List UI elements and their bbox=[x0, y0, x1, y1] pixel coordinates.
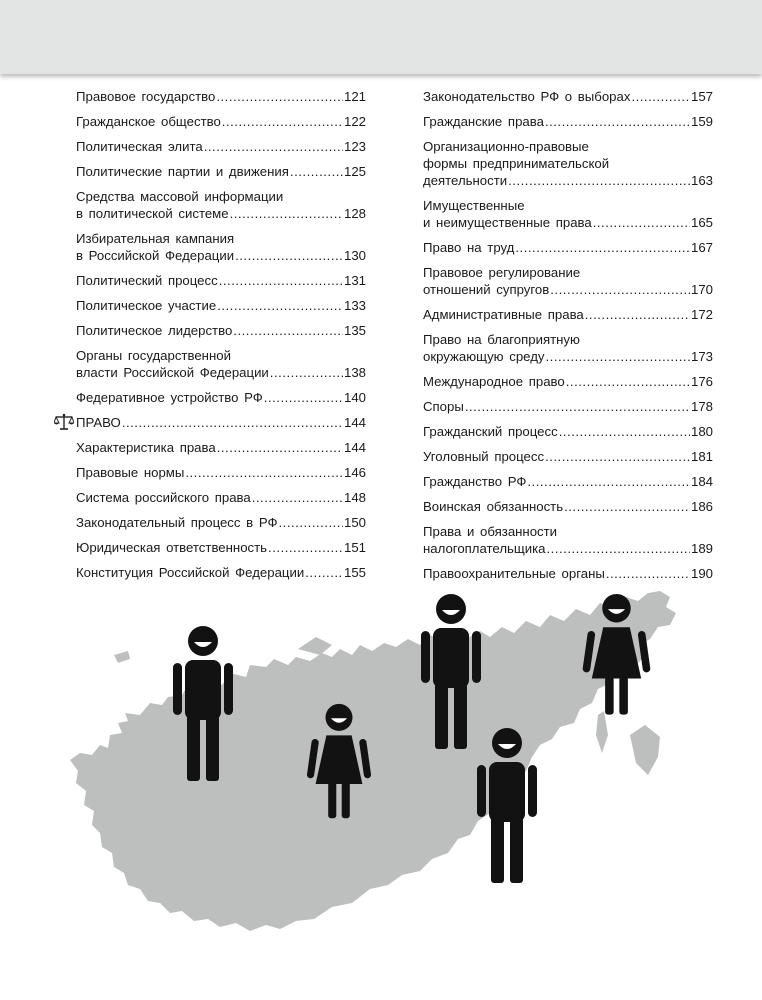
leader-dots bbox=[564, 498, 690, 515]
toc-entry[interactable] bbox=[423, 138, 713, 189]
toc-entry-text: формы предпринимательской bbox=[423, 156, 610, 171]
leader-dots bbox=[264, 389, 343, 406]
leader-dots bbox=[593, 214, 690, 231]
toc-entry[interactable] bbox=[76, 564, 366, 581]
toc-entry-text: Юридическая ответственность bbox=[76, 540, 268, 555]
leader-dots bbox=[268, 539, 343, 556]
toc-entry-text: Политическое участие bbox=[76, 298, 217, 313]
sakhalin bbox=[596, 711, 608, 753]
russia-map bbox=[70, 591, 676, 931]
toc-entry[interactable] bbox=[76, 113, 366, 130]
toc-entry-text: Правовые нормы bbox=[76, 465, 185, 480]
toc-entry-text: Политический процесс bbox=[76, 273, 218, 288]
leader-dots bbox=[233, 322, 343, 339]
toc-entry-text: и неимущественные права bbox=[423, 215, 592, 230]
leader-dots bbox=[508, 172, 690, 189]
toc-entry-text: Характеристика права bbox=[76, 440, 216, 455]
toc-page-number: 176 bbox=[690, 374, 713, 389]
toc-entry-text: Федеративное устройство РФ bbox=[76, 390, 263, 405]
toc-entry[interactable] bbox=[423, 239, 713, 256]
toc-page-number: 155 bbox=[343, 565, 366, 580]
toc-page-number: 131 bbox=[343, 273, 366, 288]
toc-entry-text: Гражданские права bbox=[423, 114, 544, 129]
toc-entry[interactable] bbox=[76, 272, 366, 289]
toc-entry[interactable] bbox=[423, 331, 713, 365]
toc-entry-section[interactable] bbox=[76, 414, 366, 431]
toc-section-pravo bbox=[54, 414, 366, 431]
toc-entry-text: Политическая элита bbox=[76, 139, 203, 154]
toc-entry[interactable] bbox=[76, 464, 366, 481]
toc-entry[interactable] bbox=[76, 489, 366, 506]
toc-entry-text: Международное право bbox=[423, 374, 565, 389]
toc-entry[interactable] bbox=[423, 373, 713, 390]
toc-right-list bbox=[423, 88, 713, 582]
toc-entry-text: Споры bbox=[423, 399, 464, 414]
toc-page-number: 163 bbox=[690, 173, 713, 188]
toc-page-number: 159 bbox=[690, 114, 713, 129]
leader-dots bbox=[216, 88, 343, 105]
toc-entry[interactable] bbox=[423, 473, 713, 490]
toc-page-number: 150 bbox=[343, 515, 366, 530]
toc-page-number: 167 bbox=[690, 240, 713, 255]
leader-dots bbox=[545, 113, 690, 130]
toc-page-number: 148 bbox=[343, 490, 366, 505]
toc-page-number: 128 bbox=[343, 206, 366, 221]
toc-entry[interactable] bbox=[76, 188, 366, 222]
toc-entry[interactable] bbox=[423, 448, 713, 465]
leader-dots bbox=[566, 373, 690, 390]
toc-entry[interactable] bbox=[76, 539, 366, 556]
toc-page-number: 165 bbox=[690, 215, 713, 230]
toc-page-number: 180 bbox=[690, 424, 713, 439]
toc-entry-text: Законодательный процесс в РФ bbox=[76, 515, 278, 530]
toc-page-number: 172 bbox=[690, 307, 713, 322]
russia-map-illustration bbox=[70, 585, 740, 955]
toc-entry[interactable] bbox=[423, 88, 713, 105]
toc-entry-text: налогоплательщика bbox=[423, 541, 546, 556]
toc-entry[interactable] bbox=[76, 138, 366, 155]
toc-entry[interactable] bbox=[76, 88, 366, 105]
toc-entry-text: Избирательная кампания bbox=[76, 231, 235, 246]
leader-dots bbox=[204, 138, 343, 155]
leader-dots bbox=[305, 564, 343, 581]
leader-dots bbox=[122, 414, 343, 431]
toc-page-number: 146 bbox=[343, 465, 366, 480]
leader-dots bbox=[465, 398, 690, 415]
toc-entry-text: деятельности bbox=[423, 173, 508, 188]
leader-dots bbox=[279, 514, 343, 531]
toc-page-number: 125 bbox=[343, 164, 366, 179]
leader-dots bbox=[606, 565, 690, 582]
toc-entry[interactable] bbox=[423, 264, 713, 298]
toc-entry-text: Организационно-правовые bbox=[423, 139, 589, 154]
toc-entry[interactable] bbox=[76, 347, 366, 381]
toc-page-number: 186 bbox=[690, 499, 713, 514]
toc-entry-text: окружающую среду bbox=[423, 349, 545, 364]
toc-page-number: 157 bbox=[690, 89, 713, 104]
toc-entry[interactable] bbox=[76, 439, 366, 456]
toc-entry-text: Гражданское общество bbox=[76, 114, 221, 129]
toc-entry-text: Конституция Российской Федерации bbox=[76, 565, 305, 580]
arctic-island-1 bbox=[298, 637, 332, 655]
header-band bbox=[0, 0, 762, 74]
toc-page-number: 121 bbox=[343, 89, 366, 104]
leader-dots bbox=[217, 439, 343, 456]
leader-dots bbox=[185, 464, 343, 481]
toc-page-number: 151 bbox=[343, 540, 366, 555]
leader-dots bbox=[252, 489, 343, 506]
leader-dots bbox=[547, 540, 690, 557]
section-page: 144 bbox=[343, 415, 366, 430]
leader-dots bbox=[546, 348, 690, 365]
toc-page-number: 140 bbox=[343, 390, 366, 405]
leader-dots bbox=[545, 448, 690, 465]
leader-dots bbox=[515, 239, 690, 256]
leader-dots bbox=[230, 205, 343, 222]
toc-left-after-list bbox=[76, 439, 366, 581]
toc-entry-text: Средства массовой информации bbox=[76, 189, 284, 204]
toc-entry-text: Гражданский процесс bbox=[423, 424, 558, 439]
toc-left-list bbox=[76, 88, 366, 406]
toc-entry-text: Система российского права bbox=[76, 490, 251, 505]
toc-entry-text: Политическое лидерство bbox=[76, 323, 233, 338]
toc-entry-text: Законодательство РФ о выборах bbox=[423, 89, 631, 104]
toc-entry[interactable] bbox=[76, 322, 366, 339]
toc-entry[interactable] bbox=[76, 230, 366, 264]
toc-page-number: 123 bbox=[343, 139, 366, 154]
leader-dots bbox=[290, 163, 343, 180]
leader-dots bbox=[585, 306, 690, 323]
toc-page-number: 144 bbox=[343, 440, 366, 455]
toc-entry-text: Гражданство РФ bbox=[423, 474, 527, 489]
leader-dots bbox=[631, 88, 690, 105]
toc-entry-text: Органы государственной bbox=[76, 348, 231, 363]
toc-entry-text: Уголовный процесс bbox=[423, 449, 545, 464]
leader-dots bbox=[270, 364, 343, 381]
arctic-island-2 bbox=[114, 651, 130, 663]
leader-dots bbox=[527, 473, 690, 490]
toc-entry-text: Имущественные bbox=[423, 198, 525, 213]
toc-page-number: 173 bbox=[690, 349, 713, 364]
toc-entry-text: Правоохранительные органы bbox=[423, 566, 605, 581]
toc-entry-text: Права и обязанности bbox=[423, 524, 558, 539]
toc-entry-text: в политической системе bbox=[76, 206, 229, 221]
leader-dots bbox=[219, 272, 343, 289]
toc-entry[interactable] bbox=[423, 423, 713, 440]
toc-page-number: 135 bbox=[343, 323, 366, 338]
toc-page-number: 170 bbox=[690, 282, 713, 297]
toc-entry[interactable] bbox=[423, 565, 713, 582]
scales-icon bbox=[54, 412, 74, 432]
leader-dots bbox=[217, 297, 343, 314]
toc-entry[interactable] bbox=[423, 523, 713, 557]
toc-right-column bbox=[423, 88, 713, 590]
toc-entry-text: в Российской Федерации bbox=[76, 248, 235, 263]
toc-entry[interactable] bbox=[423, 197, 713, 231]
toc-entry-text: власти Российской Федерации bbox=[76, 365, 269, 380]
toc-entry-text: Право на труд bbox=[423, 240, 515, 255]
toc-entry-text: Правовое регулирование bbox=[423, 265, 581, 280]
toc-page-number: 184 bbox=[690, 474, 713, 489]
russia-mainland bbox=[70, 591, 676, 931]
toc-entry-text: Правовое государство bbox=[76, 89, 216, 104]
toc-entry-text: отношений супругов bbox=[423, 282, 550, 297]
toc-entry[interactable] bbox=[76, 514, 366, 531]
toc-entry-text: Право на благоприятную bbox=[423, 332, 580, 347]
leader-dots bbox=[235, 247, 343, 264]
toc-entry[interactable] bbox=[423, 498, 713, 515]
toc-entry[interactable] bbox=[76, 297, 366, 314]
toc-entry[interactable] bbox=[423, 306, 713, 323]
toc-entry-text: Политические партии и движения bbox=[76, 164, 289, 179]
toc-entry[interactable] bbox=[423, 113, 713, 130]
toc-page-number: 138 bbox=[343, 365, 366, 380]
toc-page-number: 130 bbox=[343, 248, 366, 263]
toc-page-number: 190 bbox=[690, 566, 713, 581]
toc-entry[interactable] bbox=[423, 398, 713, 415]
kamchatka bbox=[630, 725, 660, 775]
toc-entry-text: Воинская обязанность bbox=[423, 499, 564, 514]
toc-left-column bbox=[76, 88, 366, 589]
leader-dots bbox=[550, 281, 690, 298]
toc-page-number: 181 bbox=[690, 449, 713, 464]
toc-page-number: 189 bbox=[690, 541, 713, 556]
toc-page-number: 122 bbox=[343, 114, 366, 129]
leader-dots bbox=[222, 113, 343, 130]
toc-entry[interactable] bbox=[76, 389, 366, 406]
leader-dots bbox=[559, 423, 690, 440]
toc-page-number: 133 bbox=[343, 298, 366, 313]
toc-entry-text: Административные права bbox=[423, 307, 584, 322]
toc-entry[interactable] bbox=[76, 163, 366, 180]
section-title: ПРАВО bbox=[76, 415, 121, 430]
toc-page-number: 178 bbox=[690, 399, 713, 414]
